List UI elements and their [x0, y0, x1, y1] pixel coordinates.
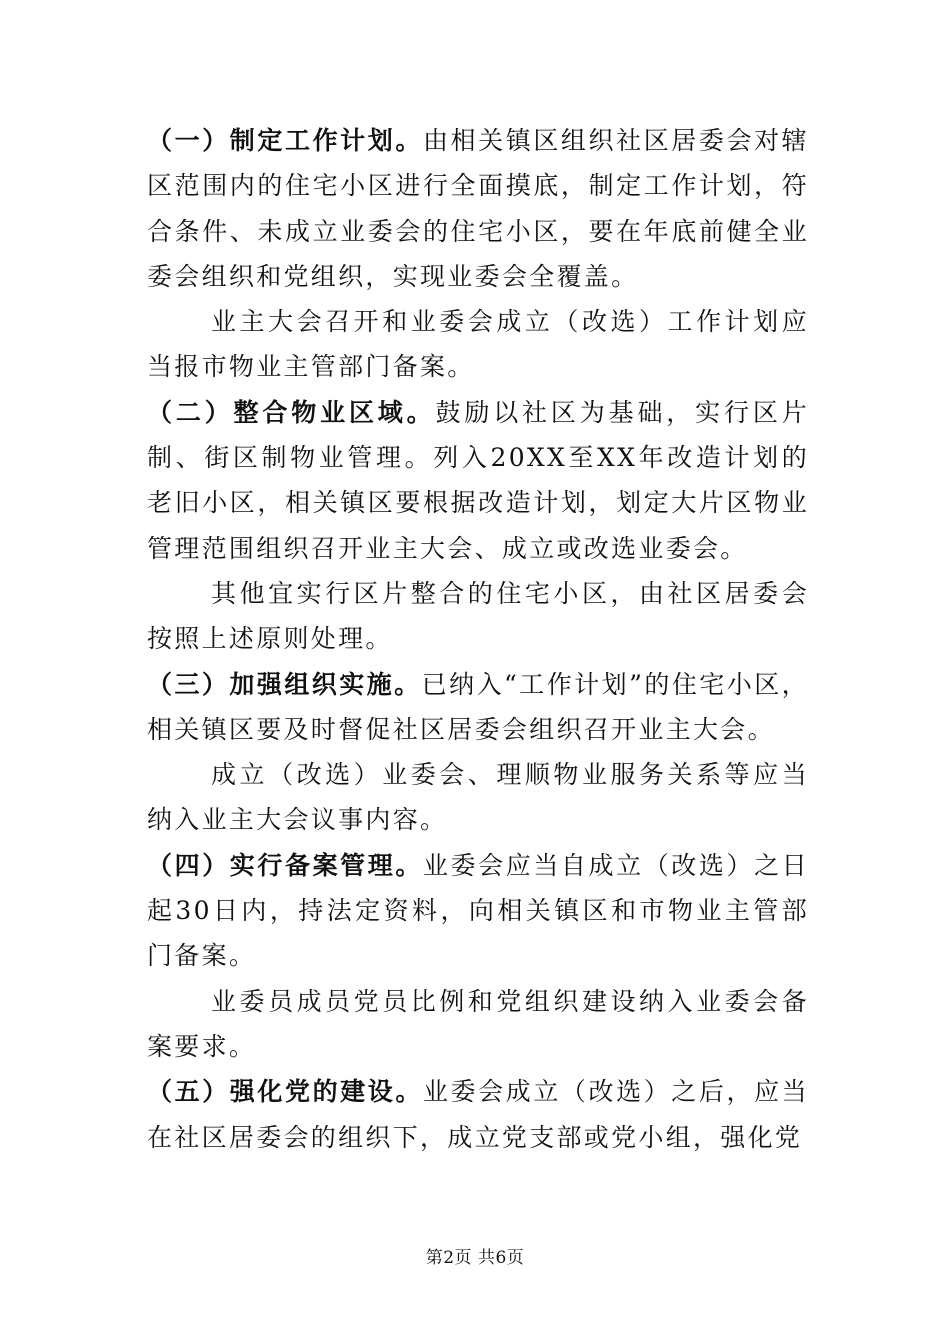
document-body — [147, 118, 809, 1160]
paragraph-3 — [147, 390, 809, 571]
page-number-footer: 第2页 共6页 — [425, 1248, 525, 1268]
paragraph-8-text: 业委员成员党员比例和党组织建设纳入业委会备案要求。 — [147, 986, 809, 1061]
paragraph-3-text: 鼓励以社区为基础，实行区片制、街区制物业管理。列入20XX至XX年改造计划的老旧小区，相关镇区要根据改造计划，划定大片区物业管理范围组织召开业主大会、成立或改选业委会。 — [147, 397, 809, 563]
paragraph-7-text: 业委会应当自成立（改选）之日起30日内，持法定资料，向相关镇区和市物业主管部门备案。 — [147, 850, 809, 971]
paragraph-7 — [147, 843, 809, 979]
paragraph-4-text: 其他宜实行区片整合的住宅小区，由社区居委会按照上述原则处理。 — [147, 578, 809, 654]
paragraph-5-heading: （三）加强组织实施。 — [147, 669, 422, 699]
paragraph-3-heading: （二）整合物业区域。 — [147, 397, 436, 427]
paragraph-1-heading: （一）制定工作计划。 — [147, 126, 423, 155]
paragraph-5 — [147, 662, 809, 753]
paragraph-9 — [147, 1069, 809, 1160]
paragraph-5-text: 已纳入“工作计划”的住宅小区，相关镇区要及时督促社区居委会组织召开业主大会。 — [147, 669, 809, 744]
paragraph-1 — [147, 118, 809, 299]
paragraph-2-text: 业主大会召开和业委会成立（改选）工作计划应当报市物业主管部门备案。 — [147, 307, 809, 382]
paragraph-9-text: 业委会成立（改选）之后，应当在社区居委会的组织下，成立党支部或党小组，强化党 — [147, 1077, 809, 1152]
paragraph-8 — [147, 979, 809, 1070]
paragraph-6-text: 成立（改选）业委会、理顺物业服务关系等应当纳入业主大会议事内容。 — [147, 760, 809, 835]
paragraph-9-heading: （五）强化党的建设。 — [147, 1077, 423, 1107]
paragraph-2 — [147, 299, 809, 390]
paragraph-7-heading: （四）实行备案管理。 — [147, 850, 423, 880]
paragraph-1-text: 由相关镇区组织社区居委会对辖区范围内的住宅小区进行全面摸底，制定工作计划，符合条件、未成立业委会的住宅小区，要在年底前健全业委会组织和党组织，实现业委会全覆盖。 — [147, 126, 809, 291]
paragraph-6 — [147, 752, 809, 843]
paragraph-4 — [147, 571, 809, 662]
